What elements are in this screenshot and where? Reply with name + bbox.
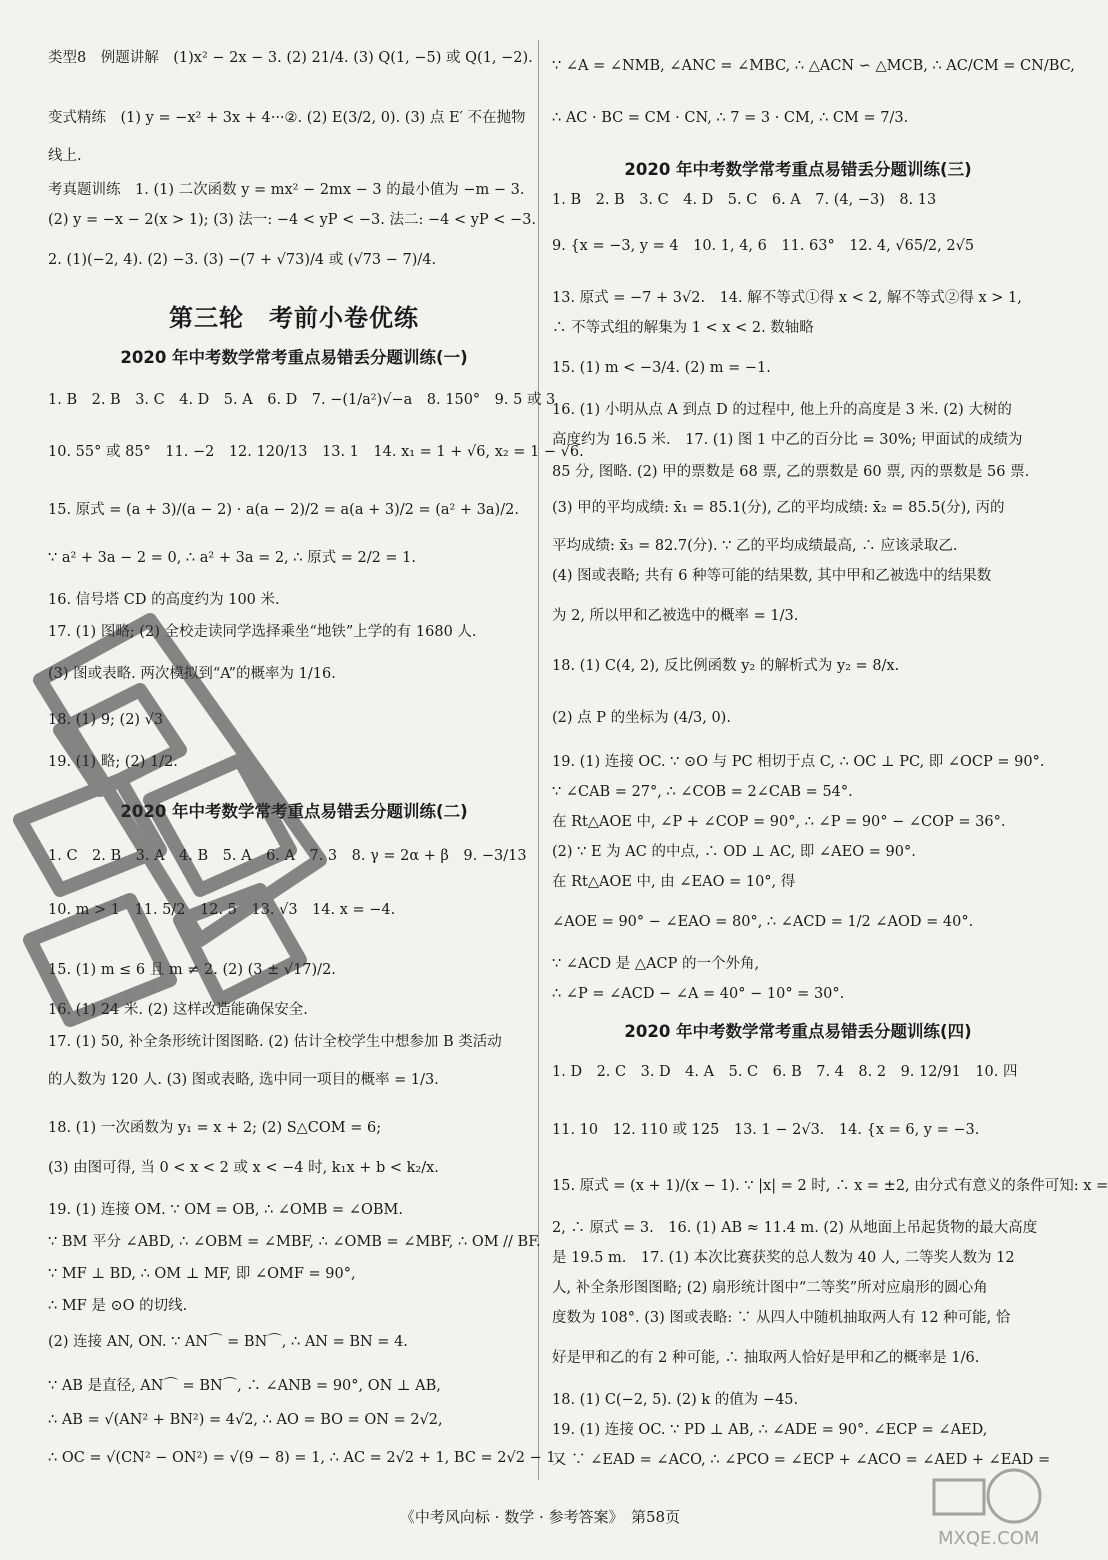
text-line: ∠AOE = 90° − ∠EAO = 80°, ∴ ∠ACD = 1/2 ∠AOD = 40°.: [552, 914, 974, 930]
text-line: (3) 甲的平均成绩: x̄₁ = 85.1(分), 乙的平均成绩: x̄₂ = 85.5(分), 丙的: [552, 500, 1005, 516]
text-line: 在 Rt△AOE 中, ∠P + ∠COP = 90°, ∴ ∠P = 90° − ∠COP = 36°.: [552, 814, 1006, 830]
text-line: 在 Rt△AOE 中, 由 ∠EAO = 10°, 得: [552, 874, 796, 890]
text-line: 11. 10 12. 110 或 125 13. 1 − 2√3. 14. {x = 6, y = −3.: [552, 1122, 980, 1138]
text-line: 又 ∵ ∠EAD = ∠ACO, ∴ ∠PCO = ∠ECP + ∠ACO = ∠AED + ∠EAD =: [552, 1452, 1051, 1468]
text-line: 10. m > 1 11. 5/2 12. 5 13. √3 14. x = −4.: [48, 902, 396, 918]
text-line: ∵ ∠A = ∠NMB, ∠ANC = ∠MBC, ∴ △ACN ∽ △MCB, ∴ AC/CM = CN/BC,: [552, 58, 1075, 74]
text-line: 度数为 108°. (3) 图或表略: ∵ 从四人中随机抽取两人有 12 种可能, 恰: [552, 1310, 1011, 1326]
text-line: (4) 图或表略; 共有 6 种等可能的结果数, 其中甲和乙被选中的结果数: [552, 568, 992, 584]
text-line: 19. (1) 略; (2) 1/2.: [48, 754, 178, 770]
text-line: ∴ AB = √(AN² + BN²) = 4√2, ∴ AO = BO = ON = 2√2,: [48, 1412, 443, 1428]
text-line: 19. (1) 连接 OC. ∵ PD ⊥ AB, ∴ ∠ADE = 90°. ∠ECP = ∠AED,: [552, 1422, 988, 1438]
text-line: ∴ ∠P = ∠ACD − ∠A = 40° − 10° = 30°.: [552, 986, 845, 1002]
text-line: 15. 原式 = (x + 1)/(x − 1). ∵ |x| = 2 时, ∴ x = ±2, 由分式有意义的条件可知: x =: [552, 1178, 1108, 1194]
text-line: 考真题训练 1. (1) 二次函数 y = mx² − 2mx − 3 的最小值为 −m − 3.: [48, 182, 525, 198]
text-line: (2) 点 P 的坐标为 (4/3, 0).: [552, 710, 731, 726]
text-line: 16. 信号塔 CD 的高度约为 100 米.: [48, 592, 280, 608]
text-line: ∴ MF 是 ⊙O 的切线.: [48, 1298, 188, 1314]
text-line: 15. (1) m ≤ 6 且 m ≠ 2. (2) (3 ± √17)/2.: [48, 962, 336, 978]
text-line: 1. B 2. B 3. C 4. D 5. A 6. D 7. −(1/a²)√−a 8. 150° 9. 5 或 3: [48, 392, 556, 408]
text-line: (2) 连接 AN, ON. ∵ AN⌒ = BN⌒, ∴ AN = BN = 4.: [48, 1334, 408, 1350]
text-line: ∴ OC = √(CN² − ON²) = √(9 − 8) = 1, ∴ AC = 2√2 + 1, BC = 2√2 − 1.: [48, 1450, 561, 1466]
text-line: (3) 由图可得, 当 0 < x < 2 或 x < −4 时, k₁x + b < k₂/x.: [48, 1160, 439, 1176]
text-line: 为 2, 所以甲和乙被选中的概率 = 1/3.: [552, 608, 799, 624]
text-line: (3) 图或表略. 两次模拟到“A”的概率为 1/16.: [48, 666, 336, 682]
text-line: 类型8 例题讲解 (1)x² − 2x − 3. (2) 21/4. (3) Q(1, −5) 或 Q(1, −2).: [48, 50, 533, 66]
text-line: 17. (1) 图略; (2) 全校走读同学选择乘坐“地铁”上学的有 1680 人.: [48, 624, 477, 640]
watermark-text: MXQE.COM: [938, 1528, 1040, 1549]
text-line: (2) y = −x − 2(x > 1); (3) 法一: −4 < yP < −3. 法二: −4 < yP < −3.: [48, 212, 537, 228]
text-line: 19. (1) 连接 OM. ∵ OM = OB, ∴ ∠OMB = ∠OBM.: [48, 1202, 403, 1218]
text-line: 18. (1) C(4, 2), 反比例函数 y₂ 的解析式为 y₂ = 8/x.: [552, 658, 900, 674]
text-line: ∵ a² + 3a − 2 = 0, ∴ a² + 3a = 2, ∴ 原式 = 2/2 = 1.: [48, 550, 417, 566]
text-line: 2, ∴ 原式 = 3. 16. (1) AB ≈ 11.4 m. (2) 从地面上吊起货物的最大高度: [552, 1220, 1038, 1236]
section-title: 2020 年中考数学常考重点易错丢分题训练(二): [120, 802, 468, 821]
text-line: ∵ BM 平分 ∠ABD, ∴ ∠OBM = ∠MBF, ∴ ∠OMB = ∠MBF, ∴ OM // BF.: [48, 1234, 541, 1250]
watermark-logo: [924, 1466, 1074, 1556]
text-line: 9. {x = −3, y = 4 10. 1, 4, 6 11. 63° 12. 4, √65/2, 2√5: [552, 238, 975, 254]
text-line: 15. (1) m < −3/4. (2) m = −1.: [552, 360, 771, 376]
text-line: 变式精练 (1) y = −x² + 3x + 4···②. (2) E(3/2, 0). (3) 点 E′ 不在抛物: [48, 110, 526, 126]
text-line: 16. (1) 小明从点 A 到点 D 的过程中, 他上升的高度是 3 米. (2) 大树的: [552, 402, 1012, 418]
text-line: 1. B 2. B 3. C 4. D 5. C 6. A 7. (4, −3) 8. 13: [552, 192, 937, 208]
section-title: 2020 年中考数学常考重点易错丢分题训练(三): [624, 160, 972, 179]
text-line: 18. (1) 一次函数为 y₁ = x + 2; (2) S△COM = 6;: [48, 1120, 382, 1136]
page-footer: 《中考风向标 · 数学 · 参考答案》 第58页: [399, 1508, 681, 1526]
text-line: 1. D 2. C 3. D 4. A 5. C 6. B 7. 4 8. 2 9. 12/91 10. 四: [552, 1064, 1018, 1080]
text-line: 好是甲和乙的有 2 种可能, ∴ 抽取两人恰好是甲和乙的概率是 1/6.: [552, 1350, 980, 1366]
text-line: 19. (1) 连接 OC. ∵ ⊙O 与 PC 相切于点 C, ∴ OC ⊥ PC, 即 ∠OCP = 90°.: [552, 754, 1045, 770]
round-title: 第三轮 考前小卷优练: [169, 304, 419, 332]
text-line: 10. 55° 或 85° 11. −2 12. 120/13 13. 1 14. x₁ = 1 + √6, x₂ = 1 − √6.: [48, 444, 584, 460]
text-line: 17. (1) 50, 补全条形统计图图略. (2) 估计全校学生中想参加 B 类活动: [48, 1034, 502, 1050]
text-line: ∴ 不等式组的解集为 1 < x < 2. 数轴略: [552, 320, 814, 336]
section-title: 2020 年中考数学常考重点易错丢分题训练(四): [624, 1022, 972, 1041]
text-line: 18. (1) C(−2, 5). (2) k 的值为 −45.: [552, 1392, 799, 1408]
text-line: ∴ AC · BC = CM · CN, ∴ 7 = 3 · CM, ∴ CM = 7/3.: [552, 110, 909, 126]
text-line: ∵ ∠ACD 是 △ACP 的一个外角,: [552, 956, 760, 972]
text-line: 18. (1) 9; (2) √3: [48, 712, 164, 728]
text-line: ∵ AB 是直径, AN⌒ = BN⌒, ∴ ∠ANB = 90°, ON ⊥ AB,: [48, 1378, 441, 1394]
text-line: (2) ∵ E 为 AC 的中点, ∴ OD ⊥ AC, 即 ∠AEO = 90°.: [552, 844, 916, 860]
text-line: 15. 原式 = (a + 3)/(a − 2) · a(a − 2)/2 = a(a + 3)/2 = (a² + 3a)/2.: [48, 502, 519, 518]
text-line: 13. 原式 = −7 + 3√2. 14. 解不等式①得 x < 2, 解不等式②得 x > 1,: [552, 290, 1022, 306]
text-line: 高度约为 16.5 米. 17. (1) 图 1 中乙的百分比 = 30%; 甲面试的成绩为: [552, 432, 1023, 448]
text-line: 是 19.5 m. 17. (1) 本次比赛获奖的总人数为 40 人, 二等奖人数为 12: [552, 1250, 1015, 1266]
text-line: 人, 补全条形图图略; (2) 扇形统计图中“二等奖”所对应扇形的圆心角: [552, 1280, 988, 1296]
text-line: 线上.: [48, 148, 82, 164]
text-line: 1. C 2. B 3. A 4. B 5. A 6. A 7. 3 8. γ = 2α + β 9. −3/13: [48, 848, 527, 864]
text-line: ∵ MF ⊥ BD, ∴ OM ⊥ MF, 即 ∠OMF = 90°,: [48, 1266, 356, 1282]
text-line: 16. (1) 24 米. (2) 这样改造能确保安全.: [48, 1002, 308, 1018]
section-title: 2020 年中考数学常考重点易错丢分题训练(一): [120, 348, 468, 367]
text-line: 85 分, 图略. (2) 甲的票数是 68 票, 乙的票数是 60 票, 丙的票数是 56 票.: [552, 464, 1030, 480]
text-line: 2. (1)(−2, 4). (2) −3. (3) −(7 + √73)/4 或 (√73 − 7)/4.: [48, 252, 437, 268]
text-line: 平均成绩: x̄₃ = 82.7(分). ∵ 乙的平均成绩最高, ∴ 应该录取乙.: [552, 538, 958, 554]
text-line: ∵ ∠CAB = 27°, ∴ ∠COB = 2∠CAB = 54°.: [552, 784, 853, 800]
text-line: 的人数为 120 人. (3) 图或表略, 选中同一项目的概率 = 1/3.: [48, 1072, 439, 1088]
